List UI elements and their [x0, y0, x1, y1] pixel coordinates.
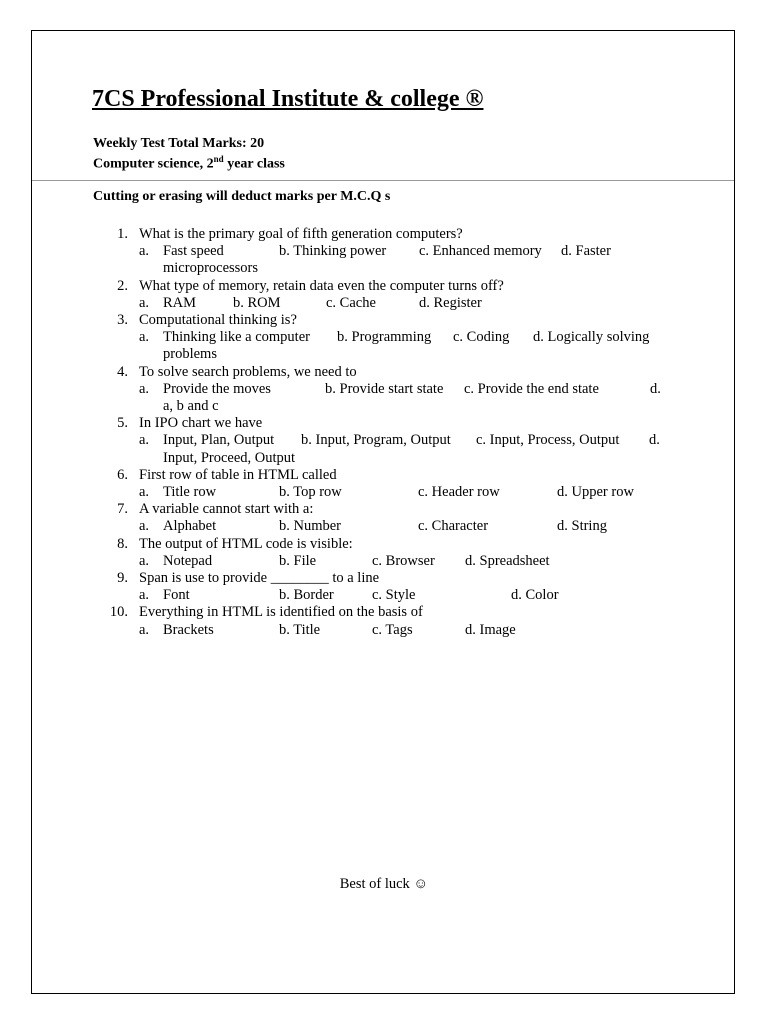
- options-row: [93, 295, 673, 312]
- option-item: b. ROM: [233, 294, 281, 311]
- option-item: d. Color: [511, 587, 559, 604]
- options-row: [93, 553, 673, 570]
- option-item: d. Logically solving problems: [163, 329, 650, 363]
- question-text: What type of memory, retain data even the computer turns off?: [139, 277, 504, 294]
- option-item: d. Faster microprocessors: [163, 243, 611, 277]
- option-letter: a.: [139, 380, 150, 397]
- option-letter: a.: [139, 621, 150, 638]
- question-number: 2.: [117, 277, 128, 294]
- option-item: c. Character: [418, 518, 489, 535]
- question-number: 8.: [117, 535, 128, 552]
- marks-line: Weekly Test Total Marks: 20: [93, 136, 265, 151]
- question-item: [93, 536, 673, 553]
- option-item: Fast speed: [163, 243, 224, 260]
- question-number: 3.: [117, 312, 128, 329]
- option-item: b. Programming: [337, 329, 432, 346]
- option-letter: a.: [139, 329, 150, 346]
- option-item: Input, Plan, Output: [163, 432, 275, 449]
- class-suffix: year class: [223, 156, 285, 172]
- question-item: [93, 467, 673, 484]
- header-divider: [32, 180, 734, 181]
- option-item: Alphabet: [163, 518, 217, 535]
- question-text: A variable cannot start with a:: [139, 501, 314, 518]
- question-number: 1.: [117, 226, 128, 242]
- footer-text: Best of luck ☺: [339, 876, 429, 892]
- instruction-text: Cutting or erasing will deduct marks per M.C.Q s: [93, 189, 391, 204]
- question-item: [93, 312, 673, 329]
- option-item: Notepad: [163, 552, 213, 569]
- options-row: [93, 432, 673, 466]
- question-text: Computational thinking is?: [139, 312, 297, 329]
- question-list: [93, 226, 673, 639]
- question-item: [93, 501, 673, 518]
- option-item: b. File: [279, 552, 317, 569]
- option-item: c. Style: [372, 587, 416, 604]
- options-row: [93, 243, 673, 277]
- option-item: c. Enhanced memory: [419, 243, 542, 260]
- question-item: [93, 364, 673, 381]
- options-row: [93, 518, 673, 535]
- question-item: [93, 604, 673, 621]
- option-letter: a.: [139, 432, 150, 449]
- question-text: What is the primary goal of fifth generation computers?: [139, 226, 463, 242]
- options-row: [93, 329, 673, 363]
- option-item: Provide the moves: [163, 380, 271, 397]
- question-text: The output of HTML code is visible:: [139, 535, 353, 552]
- question-number: 7.: [117, 501, 128, 518]
- question-number: 5.: [117, 415, 128, 432]
- question-number: 10.: [109, 604, 128, 621]
- question-text: To solve search problems, we need to: [139, 363, 357, 380]
- question-item: [93, 226, 673, 243]
- class-line: [93, 154, 285, 173]
- option-item: d. String: [557, 518, 607, 535]
- option-item: d. Image: [465, 621, 516, 638]
- question-text: In IPO chart we have: [139, 415, 263, 432]
- question-number: 9.: [117, 570, 128, 587]
- option-item: b. Thinking power: [279, 243, 387, 260]
- option-item: Thinking like a computer: [163, 329, 310, 346]
- document-title: 7CS Professional Institute & college ®: [92, 86, 484, 112]
- option-item: c. Browser: [372, 552, 435, 569]
- option-item: b. Border: [279, 587, 334, 604]
- options-row: [93, 587, 673, 604]
- option-item: Title row: [163, 484, 217, 501]
- class-prefix: Computer science, 2: [93, 156, 214, 172]
- option-item: c. Coding: [453, 329, 510, 346]
- question-number: 4.: [117, 363, 128, 380]
- option-item: d. Spreadsheet: [465, 552, 550, 569]
- option-letter: a.: [139, 294, 150, 311]
- option-item: c. Input, Process, Output: [476, 432, 620, 449]
- option-item: b. Title: [279, 621, 321, 638]
- option-item: c. Header row: [418, 484, 500, 501]
- option-letter: a.: [139, 518, 150, 535]
- question-text: Everything in HTML is identified on the basis of: [139, 604, 423, 621]
- option-item: c. Provide the end state: [464, 380, 599, 397]
- option-letter: a.: [139, 552, 150, 569]
- option-item: b. Top row: [279, 484, 342, 501]
- option-item: d. Upper row: [557, 484, 634, 501]
- option-item: Brackets: [163, 621, 214, 638]
- question-text: Span is use to provide ________ to a line: [139, 570, 380, 587]
- options-row: [93, 381, 673, 415]
- option-item: RAM: [163, 294, 197, 311]
- option-item: d. a, b and c: [163, 380, 661, 415]
- option-letter: a.: [139, 484, 150, 501]
- question-number: 6.: [117, 466, 128, 483]
- option-item: d. Input, Proceed, Output: [163, 432, 660, 466]
- option-item: b. Provide start state: [325, 380, 444, 397]
- option-item: c. Tags: [372, 621, 413, 638]
- options-row: [93, 484, 673, 501]
- question-item: [93, 570, 673, 587]
- options-row: [93, 622, 673, 639]
- option-item: b. Input, Program, Output: [301, 432, 451, 449]
- question-text: First row of table in HTML called: [139, 466, 337, 483]
- option-letter: a.: [139, 587, 150, 604]
- option-item: Font: [163, 587, 190, 604]
- option-letter: a.: [139, 243, 150, 260]
- question-item: [93, 415, 673, 432]
- class-superscript: nd: [213, 154, 224, 164]
- option-item: c. Cache: [326, 294, 376, 311]
- question-item: [93, 278, 673, 295]
- option-item: d. Register: [419, 294, 482, 311]
- option-item: b. Number: [279, 518, 342, 535]
